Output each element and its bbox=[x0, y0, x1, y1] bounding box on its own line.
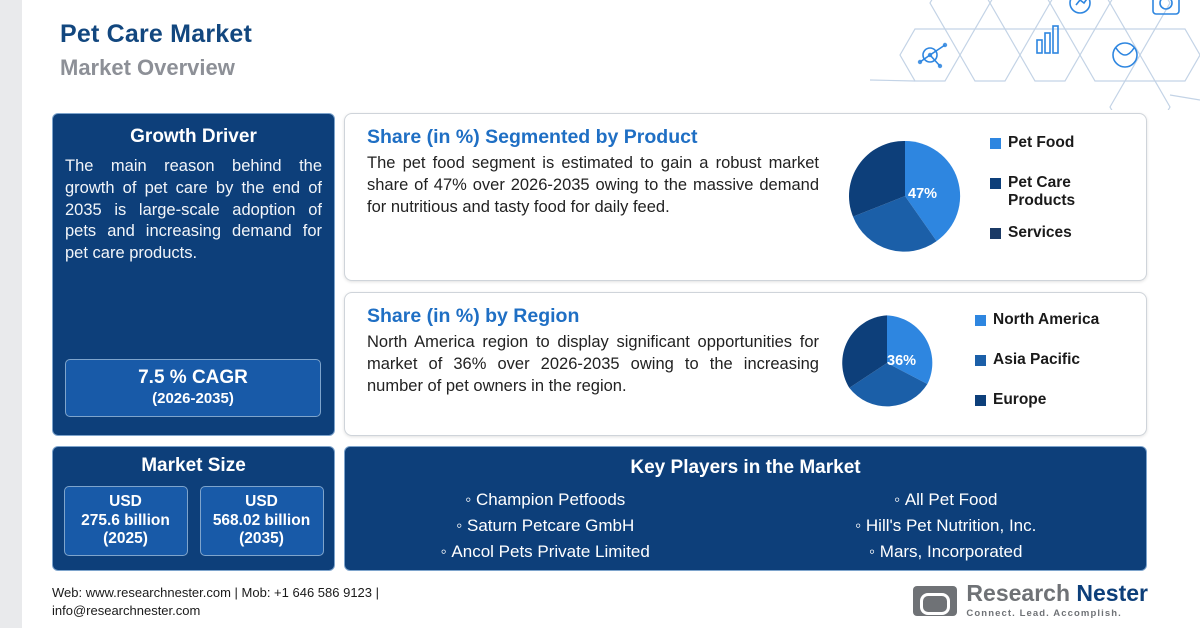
legend-item bbox=[990, 134, 1104, 152]
key-players-columns bbox=[345, 487, 1146, 564]
market-size-year: (2025) bbox=[103, 530, 148, 548]
region-share-body: North America region to display significant opportunities for market of 36% over 2026-2035 owing to the increasing number of pet owners in the region. bbox=[367, 333, 819, 395]
legend-label: Asia Pacific bbox=[993, 351, 1081, 368]
logo-text-main: Research bbox=[966, 580, 1070, 606]
key-players-card bbox=[344, 446, 1147, 571]
logo-tagline: Connect. Lead. Accomplish. bbox=[966, 608, 1122, 619]
list-item: ◦ Hill's Pet Nutrition, Inc. bbox=[746, 513, 1147, 539]
growth-driver-title: Growth Driver bbox=[130, 126, 257, 147]
market-size-currency: USD bbox=[245, 492, 278, 510]
cagr-value: 7.5 % CAGR bbox=[138, 367, 248, 388]
region-legend bbox=[975, 311, 1099, 418]
growth-driver-card bbox=[52, 113, 335, 436]
market-size-card bbox=[52, 446, 335, 571]
region-pie-chart bbox=[835, 311, 939, 420]
list-item: ◦ Mars, Incorporated bbox=[746, 539, 1147, 565]
header bbox=[60, 20, 252, 81]
list-item: ◦ All Pet Food bbox=[746, 487, 1147, 513]
market-size-currency: USD bbox=[109, 492, 142, 510]
market-size-title: Market Size bbox=[141, 455, 246, 476]
hexagon-network-decoration bbox=[870, 0, 1200, 110]
legend-label: Pet Food bbox=[1008, 134, 1075, 151]
legend-swatch-icon bbox=[990, 228, 1001, 239]
cagr-period: (2026-2035) bbox=[152, 390, 234, 407]
left-accent-bar bbox=[0, 0, 22, 628]
list-item: ◦ Ancol Pets Private Limited bbox=[345, 539, 746, 565]
product-share-card bbox=[344, 113, 1147, 281]
legend-label: Europe bbox=[993, 391, 1047, 408]
footer-contact bbox=[52, 584, 379, 619]
product-pie-chart bbox=[845, 136, 965, 261]
market-size-box bbox=[64, 486, 188, 556]
legend-item bbox=[975, 311, 1099, 329]
legend-swatch-icon bbox=[975, 355, 986, 366]
footer-line-1: Web: www.researchnester.com | Mob: +1 646 586 9123 | bbox=[52, 585, 379, 600]
market-size-year: (2035) bbox=[239, 530, 284, 548]
logo-text-accent: Nester bbox=[1076, 580, 1148, 606]
legend-label: North America bbox=[993, 311, 1100, 328]
legend-swatch-icon bbox=[975, 395, 986, 406]
market-size-value: 568.02 billion bbox=[212, 511, 311, 529]
footer-line-2: info@researchnester.com bbox=[52, 602, 201, 618]
key-players-right-column bbox=[746, 487, 1147, 564]
product-share-heading: Share (in %) Segmented by Product bbox=[367, 126, 698, 148]
market-size-values bbox=[53, 486, 334, 556]
legend-item bbox=[990, 224, 1104, 242]
legend-item bbox=[975, 391, 1099, 409]
legend-item bbox=[975, 351, 1099, 369]
logo-wordmark bbox=[966, 582, 1148, 605]
legend-label: Services bbox=[1008, 224, 1072, 241]
growth-driver-text: The main reason behind the growth of pet care by the end of 2035 is large-scale adoption of pets and increasing demand for pet care products. bbox=[65, 157, 322, 263]
logo-mark-icon bbox=[913, 586, 957, 616]
research-nester-logo bbox=[913, 582, 1148, 619]
legend-swatch-icon bbox=[990, 178, 1001, 189]
legend-swatch-icon bbox=[975, 315, 986, 326]
legend-item bbox=[990, 174, 1104, 210]
page-subtitle: Market Overview bbox=[60, 55, 235, 80]
legend-swatch-icon bbox=[990, 138, 1001, 149]
product-pie-value-label: 47% bbox=[908, 186, 938, 202]
region-share-card bbox=[344, 292, 1147, 436]
list-item: ◦ Champion Petfoods bbox=[345, 487, 746, 513]
region-share-heading: Share (in %) by Region bbox=[367, 305, 580, 327]
legend-label: Pet Care Products bbox=[1008, 174, 1076, 209]
product-share-body: The pet food segment is estimated to gain a robust market share of 47% over 2026-2035 owing to the massive demand for nutritious and tasty food for daily feed. bbox=[367, 154, 819, 216]
key-players-left-column bbox=[345, 487, 746, 564]
list-item: ◦ Saturn Petcare GmbH bbox=[345, 513, 746, 539]
market-size-box bbox=[200, 486, 324, 556]
market-size-value: 275.6 billion bbox=[81, 511, 170, 529]
key-players-title: Key Players in the Market bbox=[630, 457, 861, 478]
product-legend bbox=[990, 134, 1104, 251]
region-pie-value-label: 36% bbox=[887, 353, 917, 369]
cagr-badge bbox=[65, 359, 321, 417]
page-title: Pet Care Market bbox=[60, 20, 252, 48]
